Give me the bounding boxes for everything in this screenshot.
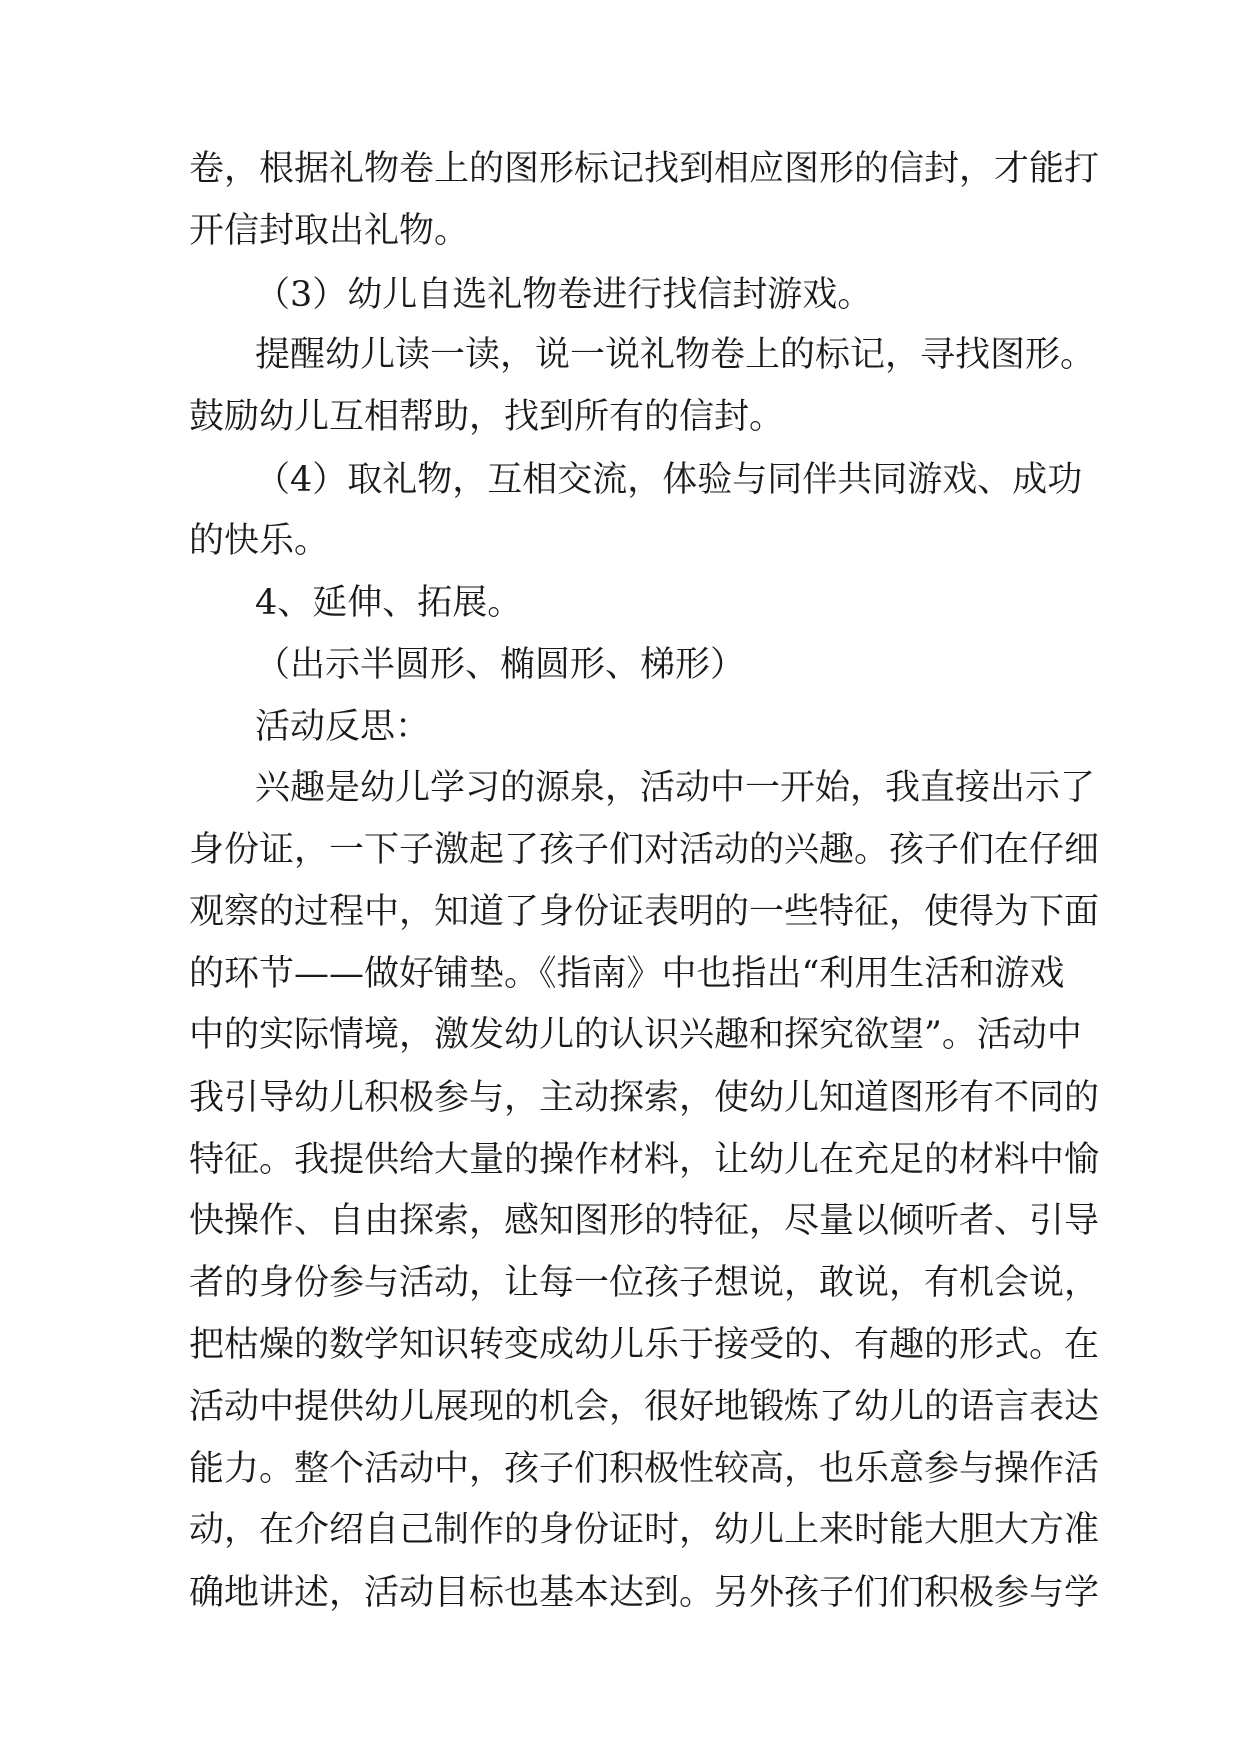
text-line: 鼓励幼儿互相帮助，找到所有的信封。 bbox=[189, 397, 785, 437]
text-line: （4）取礼物，互相交流，体验与同伴共同游戏、成功 bbox=[255, 460, 1083, 500]
text-line: 中的实际情境，激发幼儿的认识兴趣和探究欲望”。活动中 bbox=[189, 1015, 1082, 1055]
text-line: 把枯燥的数学知识转变成幼儿乐于接受的、有趣的形式。在 bbox=[189, 1325, 1100, 1365]
text-line: （3）幼儿自选礼物卷进行找信封游戏。 bbox=[255, 275, 873, 315]
text-line: 活动反思： bbox=[255, 707, 431, 747]
text-line: 者的身份参与活动，让每一位孩子想说，敢说，有机会说， bbox=[189, 1263, 1100, 1303]
text-line: 活动中提供幼儿展现的机会，很好地锻炼了幼儿的语言表达 bbox=[189, 1387, 1100, 1427]
text-line: 提醒幼儿读一读，说一说礼物卷上的标记，寻找图形。 bbox=[255, 335, 1096, 375]
text-line: 能力。整个活动中，孩子们积极性较高，也乐意参与操作活 bbox=[189, 1449, 1100, 1489]
text-line: 快操作、自由探索，感知图形的特征，尽量以倾听者、引导 bbox=[189, 1201, 1100, 1241]
text-line: 的环节——做好铺垫。《指南》中也指出“利用生活和游戏 bbox=[189, 954, 1065, 994]
text-line: （出示半圆形、椭圆形、梯形） bbox=[255, 645, 746, 685]
text-line: 4、延伸、拓展。 bbox=[255, 583, 523, 623]
text-line: 开信封取出礼物。 bbox=[189, 211, 470, 251]
text-line: 兴趣是幼儿学习的源泉，活动中一开始，我直接出示了 bbox=[255, 768, 1096, 808]
text-line: 特征。我提供给大量的操作材料，让幼儿在充足的材料中愉 bbox=[189, 1140, 1100, 1180]
text-line: 我引导幼儿积极参与，主动探索，使幼儿知道图形有不同的 bbox=[189, 1078, 1100, 1118]
text-line: 身份证，一下子激起了孩子们对活动的兴趣。孩子们在仔细 bbox=[189, 830, 1100, 870]
text-line: 的快乐。 bbox=[189, 521, 330, 561]
text-line: 卷，根据礼物卷上的图形标记找到相应图形的信封，才能打 bbox=[189, 149, 1100, 189]
text-line: 动，在介绍自己制作的身份证时，幼儿上来时能大胆大方准 bbox=[189, 1510, 1100, 1550]
text-line: 观察的过程中，知道了身份证表明的一些特征，使得为下面 bbox=[189, 892, 1100, 932]
text-line: 确地讲述，活动目标也基本达到。另外孩子们们积极参与学 bbox=[189, 1573, 1100, 1613]
